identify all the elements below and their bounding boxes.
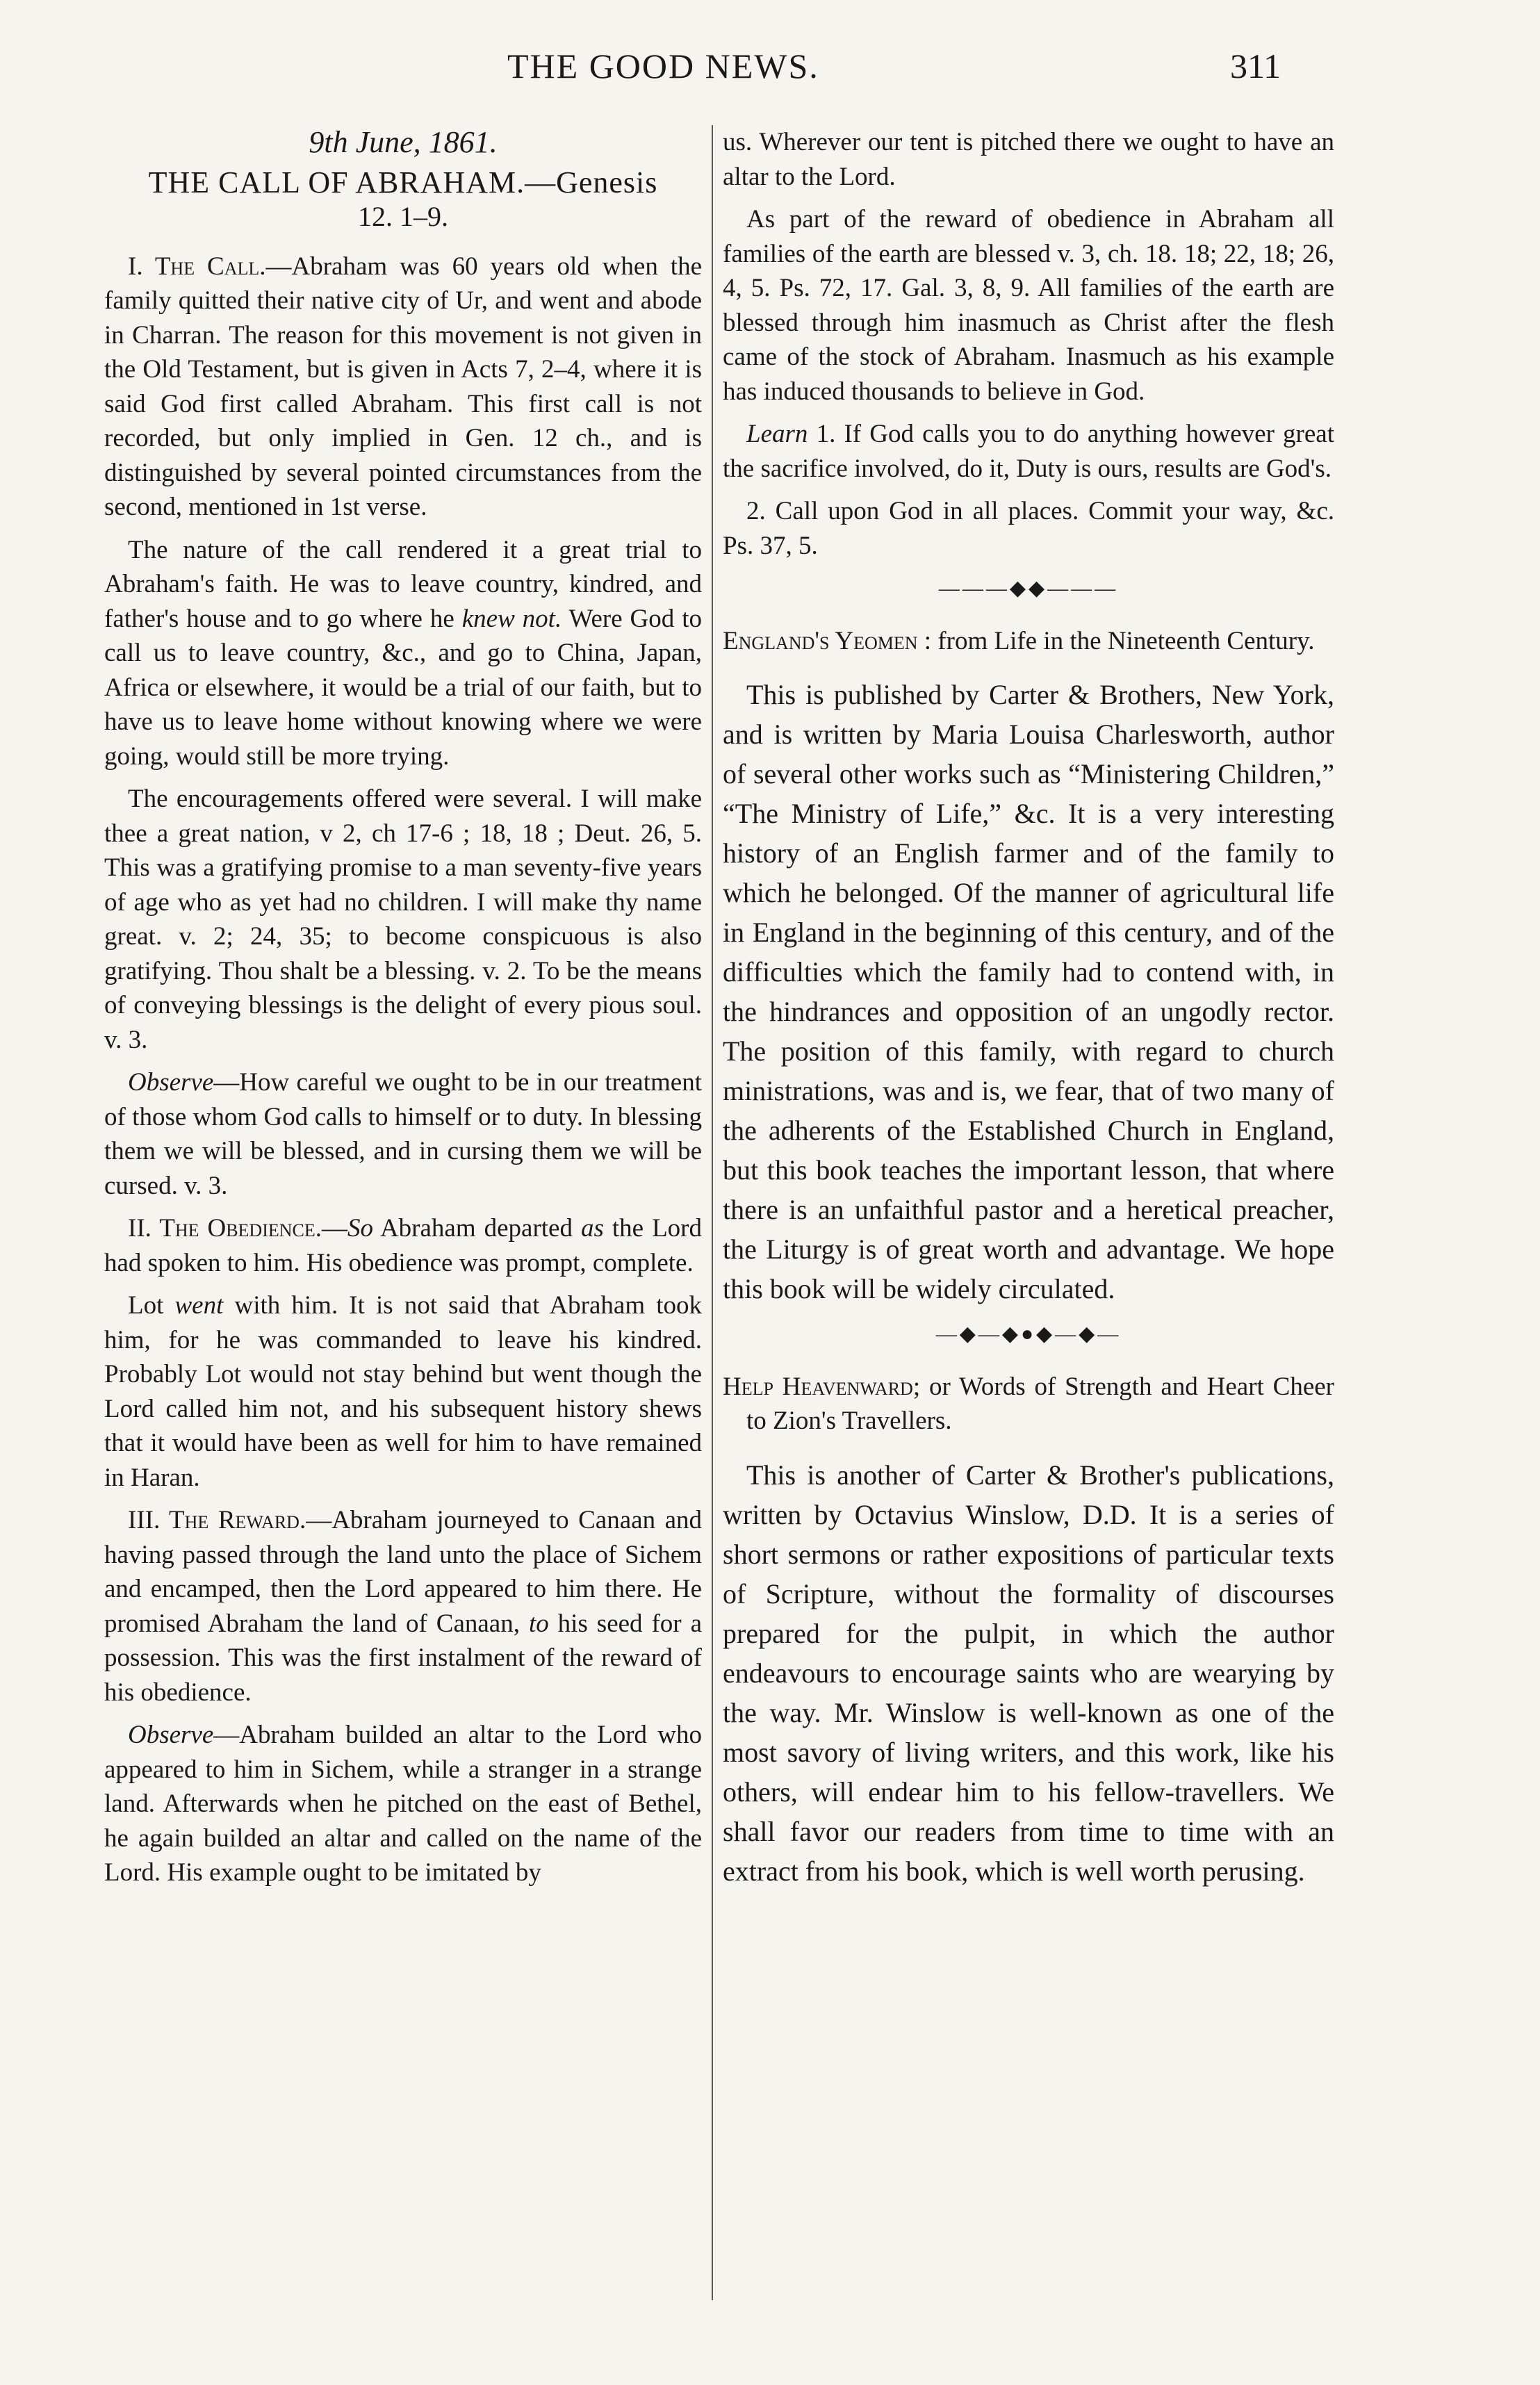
paragraph-text: —Abraham journeyed to Canaan and having passed through the land unto the place of Sichem and encamped, then the Lord appeared to him there. He promised Abraham the land of Canaan, — [104, 1506, 703, 1638]
paragraph-observe-1 — [104, 1065, 702, 1203]
paragraph-call — [104, 249, 702, 525]
paragraph-text: 1. If God calls you to do anything however great the sacrifice involved, do it, Duty is ours, results are God's. — [723, 420, 1334, 483]
paragraph-learn-2: 2. Call upon God in all places. Commit your way, &c. Ps. 37, 5. — [723, 497, 1334, 560]
section-separator: —◆—◆●◆—◆— — [935, 1322, 1122, 1345]
review-body-heavenward: This is another of Carter & Brother's publications, written by Octavius Winslow, D.D. It is a series of short sermons or rather expositions of particular texts of Scripture, without the formality of discourses prepared for the pulpit, in which the author endeavours to encourage saints who are wearying by the way. Mr. Winslow is well-known as one of the most savory of living writers, and this work, like his others, will endear him to his fellow-travellers. We shall favor our readers from time to time with an extract from his book, which is well worth perusing. — [723, 1459, 1334, 1887]
paragraph-obedience — [104, 1211, 702, 1280]
paragraph-text: Lot — [128, 1291, 175, 1320]
review-heading-heavenward — [723, 1370, 1334, 1439]
paragraph-text: —How careful we ought to be in our treatment of those whom God calls to himself or to duty. In blessing them we will be blessed, and in cursing them we will be cursed. v. 3. — [104, 1068, 702, 1200]
paragraph-text: his seed for a possession. This was the first instalment of the reward of his obedience. — [104, 1609, 702, 1707]
paragraph-lot — [104, 1288, 702, 1495]
right-column — [723, 125, 1334, 1899]
review-title: England's Yeomen — [723, 626, 918, 655]
article-date — [104, 125, 702, 160]
emphasis: went — [174, 1291, 224, 1320]
page-number: 311 — [1230, 47, 1281, 85]
paragraph-continuation: us. Wherever our tent is pitched there we ought to have an altar to the Lord. — [723, 128, 1334, 191]
date-day: 9th — [309, 125, 348, 159]
emphasis: knew not. — [461, 604, 562, 633]
running-title: THE GOOD NEWS. — [507, 47, 819, 85]
paragraph-blessing: As part of the reward of obedience in Abraham all families of the earth are blessed v. 3, ch. 18. 18; 22, 18; 26, 4, 5. Ps. 72, 17. Gal. 3, 8, 9. All families of the earth are blessed through him inasmuch as Christ after the flesh came of the stock of Abraham. Inasmuch as his example has induced thousands to believe in God. — [723, 205, 1334, 406]
review-heading-yeomen — [723, 624, 1334, 659]
paragraph-text: the Lord had spoken to him. His obedience was prompt, complete. — [104, 1214, 703, 1277]
section-lead: I. The Call. — [128, 252, 266, 281]
running-header — [104, 46, 1286, 88]
section-lead: III. The Reward. — [128, 1506, 306, 1534]
emphasis: to — [528, 1609, 549, 1638]
observe-lead: Observe — [128, 1068, 214, 1097]
paragraph-text: Abraham departed — [373, 1214, 581, 1243]
paragraph-text: Were God to call us to leave country, &c., and go to China, Japan, Africa or elsewhere, it would be a trial of our faith, but to have us to leave home without knowing where we were going, would still be more trying. — [104, 604, 702, 771]
paragraph-trial — [104, 533, 702, 774]
review-body-yeomen: This is published by Carter & Brothers, New York, and is written by Maria Louisa Charlesworth, author of several other works such as “Ministering Children,” “The Ministry of Life,” &c. It is a very interesting history of an English farmer and of the family to which he belonged. Of the manner of agricultural life in England in the beginning of this century, and of the difficulties which the family had to contend with, in the hindrances and opposition of an ungodly rector. The position of this family, with regard to church ministrations, was and is, we fear, that of two many of the adherents of the Established Church in England, but this book teaches the important lesson, that where there is an unfaithful pastor and a heretical preacher, the Liturgy is of great worth and advantage. We hope this book will be widely circulated. — [723, 679, 1334, 1304]
paragraph-learn-1 — [723, 417, 1334, 486]
paragraph-encouragements: The encouragements offered were several. I will make thee a great nation, v 2, ch 17-6 ; 18, 18 ; Deut. 26, 5. This was a gratifying promise to a man seventy-five years of age who as yet had no children. I will make thy name great. v. 2; 24, 35; to become conspicuous is also gratifying. Thou shalt be a blessing. v. 2. To be the means of conveying blessings is the delight of every pious soul. v. 3. — [104, 785, 702, 1054]
paragraph-reward — [104, 1503, 702, 1710]
article-title: THE CALL OF ABRAHAM.—Genesis — [148, 165, 658, 199]
article-reference: 12. 1–9. — [358, 201, 448, 232]
paragraph-text: with him. It is not said that Abraham took him, for he was commanded to leave his kindred. Probably Lot would not stay behind but went though the Lord called him not, and his subsequent history shews that it would have been as well for him to have remained in Haran. — [104, 1291, 702, 1492]
column-rule — [712, 125, 713, 2300]
review-subtitle: : from Life in the Nineteenth Century. — [917, 626, 1315, 655]
section-separator: ———◆◆——— — [938, 577, 1119, 600]
review-subtitle: ; or Words of Strength and Heart Cheer to Zion's Travellers. — [746, 1372, 1334, 1435]
paragraph-observe-2 — [104, 1718, 702, 1890]
date-rest: June, 1861. — [355, 125, 498, 159]
paragraph-text: — — [322, 1214, 347, 1243]
paragraph-text: The nature of the call rendered it a great trial to Abraham's faith. He was to leave country, kindred, and father's house and to go where he — [104, 535, 702, 633]
section-lead: II. The Obedience. — [128, 1214, 322, 1243]
paragraph-text: —Abraham was 60 years old when the family quitted their native city of Ur, and went and abode in Charran. The reason for this movement is not given in the Old Testament, but is given in Acts 7, 2–4, where it is said God first called Abraham. This first call is not recorded, but only implied in Gen. 12 ch., and is distinguished by several pointed circumstances from the second, mentioned in 1st verse. — [104, 252, 702, 521]
review-title: Help Heavenward — [723, 1372, 913, 1401]
observe-lead: Observe — [128, 1721, 214, 1749]
learn-lead: Learn — [746, 420, 808, 448]
paragraph-text: —Abraham builded an altar to the Lord who appeared to him in Sichem, while a stranger in a strange land. Afterwards when he pitched on the east of Bethel, he again builded an altar and called on the name of the Lord. His example ought to be imitated by — [104, 1721, 702, 1887]
emphasis: So — [347, 1214, 373, 1243]
left-column — [104, 125, 702, 1899]
emphasis: as — [580, 1214, 604, 1243]
